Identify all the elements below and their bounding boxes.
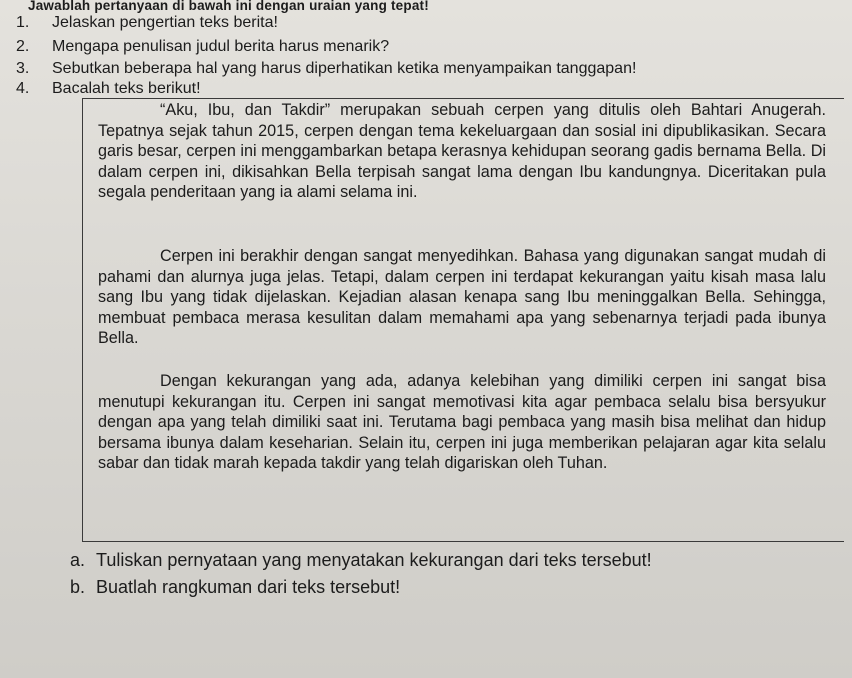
paragraph-text: “Aku, Ibu, dan Takdir” merupakan sebuah cerpen yang ditulis oleh Bahtari Anugerah. Tepatnya sejak tahun 2015, cerpen dengan tema kekeluargaan dan sosial ini dipublikasikan. Secara garis besar, cerpen ini menggambarkan betapa kerasnya kehidupan seorang gadis bernama Bella. Di dalam cerpen ini, dikisahkan Bella terpisah sangat lama dengan Ibu kandungnya. Diceritakan pula segala penderitaan yang ia alami selama ini.	[98, 101, 826, 201]
question-text: Bacalah teks berikut!	[52, 80, 201, 97]
passage-paragraph-1	[98, 100, 826, 203]
question-text: Mengapa penulisan judul berita harus menarik?	[52, 38, 390, 55]
question-2	[16, 38, 389, 56]
question-1	[16, 14, 278, 32]
question-number: 2.	[16, 38, 30, 55]
question-text: Jelaskan pengertian teks berita!	[52, 14, 278, 31]
instruction-header: Jawablah pertanyaan di bawah ini dengan uraian yang tepat!	[28, 0, 429, 13]
sub-question-a	[70, 550, 652, 571]
sub-question-text: Buatlah rangkuman dari teks tersebut!	[96, 577, 401, 597]
sub-question-text: Tuliskan pernyataan yang menyatakan kekurangan dari teks tersebut!	[96, 550, 652, 570]
sub-question-label: a.	[70, 550, 86, 570]
sub-question-label: b.	[70, 577, 86, 597]
question-3	[16, 60, 636, 78]
paragraph-text: Cerpen ini berakhir dengan sangat menyedihkan. Bahasa yang digunakan sangat mudah di pahami dan alurnya juga jelas. Tetapi, dalam cerpen ini terdapat kekurangan yaitu kisah masa lalu sang Ibu yang tidak dijelaskan. Kejadian alasan kenapa sang Ibu meninggalkan Bella. Sehingga, membuat pembaca merasa kesulitan dalam memahami apa yang sebenarnya terjadi pada ibunya Bella.	[98, 247, 826, 347]
question-number: 4.	[16, 80, 30, 97]
paragraph-text: Dengan kekurangan yang ada, adanya kelebihan yang dimiliki cerpen ini sangat bisa menutupi kekurangan itu. Cerpen ini sangat memotivasi kita agar pembaca selalu bisa bersyukur dengan apa yang telah dimiliki saat ini. Terutama bagi pembaca yang masih bisa melihat dan hidup bersama ibunya dalam keseharian. Selain itu, cerpen ini juga memberikan pelajaran agar kita selalu sabar dan tidak marah kepada takdir yang telah digariskan oleh Tuhan.	[98, 372, 826, 472]
passage-paragraph-2	[98, 246, 826, 349]
passage-paragraph-3	[98, 371, 826, 474]
sub-question-b	[70, 577, 400, 598]
question-number: 1.	[16, 14, 30, 31]
question-number: 3.	[16, 60, 30, 77]
question-text: Sebutkan beberapa hal yang harus diperhatikan ketika menyampaikan tanggapan!	[52, 60, 637, 77]
question-4	[16, 80, 201, 98]
